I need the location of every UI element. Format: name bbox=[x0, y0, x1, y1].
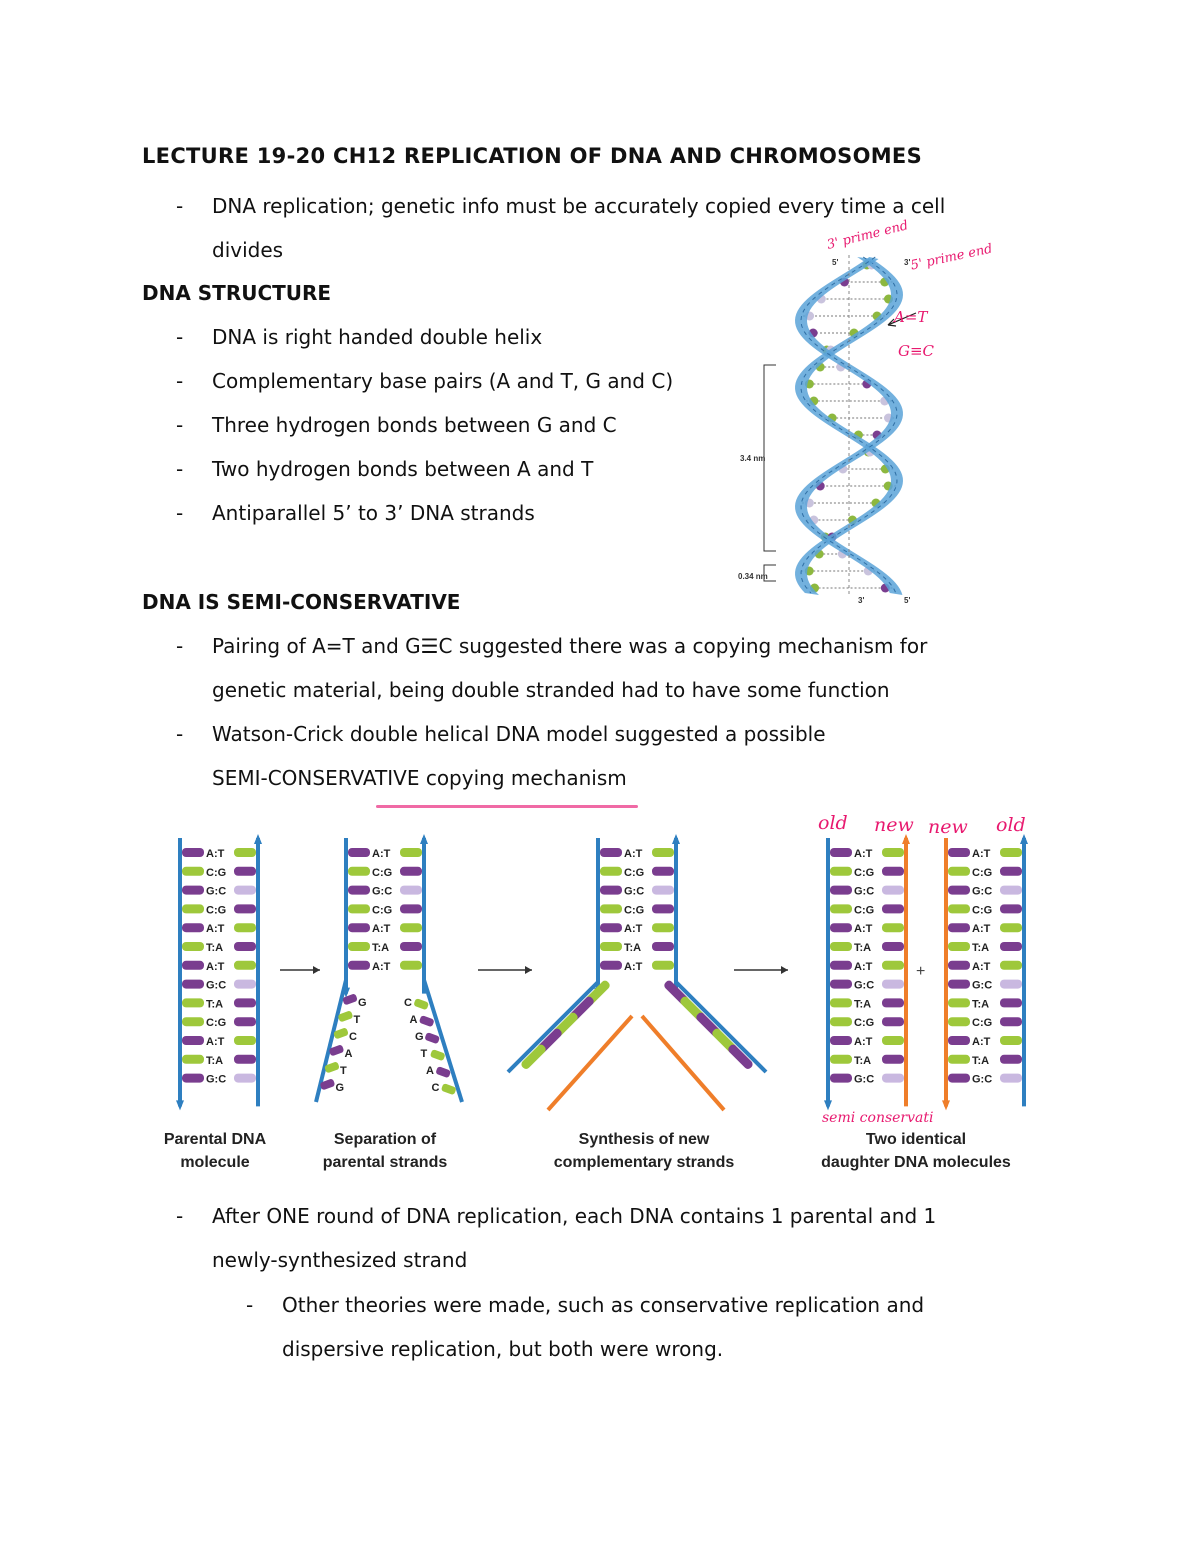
base-pair bbox=[830, 886, 904, 898]
base-label: C bbox=[404, 997, 412, 1009]
base-pair-label: G:C bbox=[206, 1073, 227, 1086]
base-pair-label: G:C bbox=[206, 885, 227, 898]
text-line: dispersive replication, but both were wrong. bbox=[282, 1337, 724, 1361]
base-pair-label: C:G bbox=[624, 866, 645, 879]
base-pair-label: G:C bbox=[854, 1073, 875, 1086]
base-label: G bbox=[415, 1031, 424, 1043]
bullet-dash: - bbox=[176, 457, 184, 481]
base-pair-label: G:C bbox=[206, 979, 227, 992]
base-pair-label: A:T bbox=[206, 960, 225, 973]
base-pair-label: A:T bbox=[624, 960, 643, 973]
base-pair bbox=[813, 295, 896, 304]
base-pair-label: A:T bbox=[624, 923, 643, 936]
base-pair-label: A:T bbox=[206, 848, 225, 860]
bullet-dash: - bbox=[176, 369, 184, 393]
base-pair bbox=[830, 1055, 904, 1067]
base-pair bbox=[830, 904, 904, 916]
highlight-underline bbox=[376, 805, 638, 808]
text-line: newly-synthesized strand bbox=[212, 1248, 468, 1272]
base-pair bbox=[948, 998, 1022, 1010]
base-pair bbox=[830, 1017, 904, 1029]
base-pair-label: C:G bbox=[372, 904, 393, 917]
base-pair bbox=[600, 942, 674, 954]
base-pair bbox=[801, 380, 874, 389]
pitch-bracket bbox=[764, 365, 776, 551]
base-pair-label: G:C bbox=[854, 885, 875, 898]
list-item-text: Antiparallel 5’ to 3’ DNA strands bbox=[212, 501, 535, 525]
base-pair bbox=[182, 867, 256, 879]
base-pair bbox=[948, 886, 1022, 898]
base-pair bbox=[824, 414, 896, 423]
base-pair bbox=[812, 482, 896, 491]
base-pair-label: T:A bbox=[206, 942, 224, 954]
base-pair bbox=[948, 848, 1022, 860]
base-pair-label: G:C bbox=[854, 979, 875, 992]
handwritten-semi-conservative: semi conservati bbox=[822, 1110, 934, 1126]
base-pair-label: T:A bbox=[972, 942, 990, 954]
base-pair-label: A:T bbox=[972, 960, 991, 973]
base-pair bbox=[948, 1055, 1022, 1067]
base-pair-label: A:T bbox=[206, 1036, 225, 1048]
base-pair bbox=[600, 886, 674, 898]
base-pair-label: C:G bbox=[854, 1017, 875, 1030]
base-pair-label: A:T bbox=[972, 848, 991, 860]
list-item-text: DNA is right handed double helix bbox=[212, 325, 543, 349]
base-pair bbox=[830, 848, 904, 860]
replication-diagrams bbox=[176, 834, 1028, 1110]
base-pair-label: T:A bbox=[854, 998, 872, 1011]
base-pair-label: G:C bbox=[972, 979, 993, 992]
base-pair-label: G:C bbox=[372, 885, 393, 898]
base-pair bbox=[830, 923, 904, 935]
caption-line: parental strands bbox=[322, 1154, 448, 1171]
dna-helix-figure bbox=[736, 225, 966, 610]
base-pair bbox=[801, 499, 884, 508]
handwritten-old-left: old bbox=[818, 812, 848, 834]
base-pair bbox=[348, 923, 422, 935]
base-pair bbox=[948, 961, 1022, 973]
list-item-text: Complementary base pairs (A and T, G and C) bbox=[212, 369, 674, 393]
handwritten-three-prime: 3' prime end bbox=[825, 218, 910, 253]
list-item-text: Three hydrogen bonds between G and C bbox=[212, 413, 617, 437]
base-pair-label: C:G bbox=[206, 866, 227, 879]
base-label: T bbox=[340, 1065, 347, 1077]
bullet-dash: - bbox=[176, 413, 184, 437]
handwritten-new-right: new bbox=[928, 816, 968, 838]
base-pair bbox=[348, 904, 422, 916]
base-pair bbox=[948, 1074, 1022, 1086]
caption-separation bbox=[300, 1128, 470, 1174]
caption-parental bbox=[140, 1128, 290, 1174]
bullet-dash: - bbox=[176, 1204, 184, 1228]
text-line: genetic material, being double stranded had to have some function bbox=[212, 678, 890, 702]
base-pair-label: A:T bbox=[854, 960, 873, 973]
caption-synthesis bbox=[524, 1128, 764, 1174]
base-pair-label: G:C bbox=[972, 1073, 993, 1086]
base-pair bbox=[830, 1074, 904, 1086]
base-pair bbox=[830, 961, 904, 973]
base-pair-label: C:G bbox=[972, 1017, 993, 1030]
base-pair-label: C:G bbox=[624, 904, 645, 917]
base-pair bbox=[348, 848, 422, 860]
base-pair-label: T:A bbox=[206, 1054, 224, 1067]
caption-line: Separation of bbox=[333, 1131, 437, 1148]
base-pair-label: C:G bbox=[206, 904, 227, 917]
handwritten-gc-pair: G≡C bbox=[898, 342, 935, 360]
bullet-dash: - bbox=[176, 501, 184, 525]
base-label: A bbox=[426, 1065, 434, 1077]
plus-sign: + bbox=[916, 963, 926, 980]
base-pair-label: A:T bbox=[372, 923, 391, 936]
base-pair bbox=[348, 886, 422, 898]
text-line: Pairing of A=T and G☰C suggested there was a copying mechanism for bbox=[212, 634, 928, 658]
base-pair-label: C:G bbox=[372, 866, 393, 879]
text-line: Watson-Crick double helical DNA model suggested a possible bbox=[212, 722, 826, 746]
parental-dna bbox=[176, 834, 262, 1110]
base-pair bbox=[948, 904, 1022, 916]
base-pair-label: A:T bbox=[854, 923, 873, 936]
caption-daughters bbox=[796, 1128, 1036, 1174]
bullet-dash: - bbox=[176, 325, 184, 349]
list-item-text bbox=[212, 712, 826, 800]
base-pair bbox=[182, 1055, 256, 1067]
base-pair bbox=[600, 867, 674, 879]
replication-figure bbox=[140, 810, 1060, 1130]
bottom-left-end-label: 3' bbox=[858, 596, 865, 605]
base-pair bbox=[182, 923, 256, 935]
heading-semi-conservative: DNA IS SEMI-CONSERVATIVE bbox=[142, 590, 461, 614]
base-pair-label: T:A bbox=[372, 942, 390, 954]
bottom-right-end-label: 5' bbox=[904, 596, 911, 605]
base-pair-label: G:C bbox=[624, 885, 645, 898]
base-pair bbox=[182, 998, 256, 1010]
caption-line: molecule bbox=[180, 1154, 250, 1171]
base-pair bbox=[830, 998, 904, 1010]
base-pair bbox=[948, 1036, 1022, 1048]
base-pair bbox=[807, 584, 894, 593]
base-pair-label: G:C bbox=[972, 885, 993, 898]
list-item-text bbox=[282, 1283, 924, 1371]
bullet-dash: - bbox=[176, 634, 184, 658]
base-pair bbox=[802, 312, 885, 321]
base-pair bbox=[948, 1017, 1022, 1029]
page-title: LECTURE 19-20 CH12 REPLICATION OF DNA AND CHROMOSOMES bbox=[142, 144, 922, 168]
list-item-text: Two hydrogen bonds between A and T bbox=[212, 457, 594, 481]
base-pair bbox=[348, 867, 422, 879]
base-label: T bbox=[420, 1048, 428, 1060]
base-pair bbox=[182, 1017, 256, 1029]
rise-label: 0.34 nm bbox=[738, 572, 768, 581]
separated-arms bbox=[316, 980, 462, 1102]
base-label: C bbox=[349, 1031, 357, 1043]
base-pair-label: A:T bbox=[972, 1036, 991, 1048]
base-label: A bbox=[344, 1048, 353, 1060]
base-pair-label: A:T bbox=[372, 848, 391, 860]
base-pair-label: T:A bbox=[624, 942, 642, 954]
base-pair-label: C:G bbox=[854, 904, 875, 917]
base-label: G bbox=[358, 997, 367, 1009]
replication-fork bbox=[594, 834, 680, 998]
base-pair bbox=[830, 1036, 904, 1048]
base-pair-label: T:A bbox=[854, 942, 872, 954]
heading-dna-structure: DNA STRUCTURE bbox=[142, 281, 332, 305]
base-pair bbox=[801, 567, 876, 576]
base-pair bbox=[182, 886, 256, 898]
base-pair-label: T:A bbox=[972, 1054, 990, 1067]
handwritten-at-pair: A=T bbox=[894, 308, 928, 326]
text-line: Other theories were made, such as conservative replication and bbox=[282, 1293, 925, 1317]
base-pair bbox=[182, 1074, 256, 1086]
list-item-text bbox=[212, 1194, 936, 1282]
base-pair-label: A:T bbox=[624, 848, 643, 860]
base-pair bbox=[348, 961, 422, 973]
base-pair-label: A:T bbox=[372, 960, 391, 973]
base-pair bbox=[600, 848, 674, 860]
process-arrow bbox=[280, 966, 320, 974]
base-label: A bbox=[409, 1014, 418, 1026]
text-line: After ONE round of DNA replication, each DNA contains 1 parental and 1 bbox=[212, 1204, 937, 1228]
base-pair bbox=[948, 867, 1022, 879]
base-pair bbox=[830, 980, 904, 992]
base-pair bbox=[182, 1036, 256, 1048]
base-pair-label: T:A bbox=[854, 1054, 872, 1067]
base-pair-label: A:T bbox=[206, 923, 225, 936]
base-pair bbox=[830, 942, 904, 954]
top-right-end-label: 3' bbox=[904, 258, 911, 267]
text-line: SEMI-CONSERVATIVE copying mechanism bbox=[212, 766, 627, 790]
base-pair bbox=[182, 848, 256, 860]
caption-line: Two identical bbox=[865, 1131, 967, 1148]
fork-arms bbox=[508, 979, 766, 1110]
pitch-label: 3.4 nm bbox=[740, 454, 766, 463]
handwritten-old-right: old bbox=[996, 814, 1026, 836]
base-pair bbox=[182, 942, 256, 954]
daughter-dna-left bbox=[824, 834, 910, 1110]
list-item-text bbox=[212, 624, 927, 712]
base-pair bbox=[948, 980, 1022, 992]
base-pair bbox=[348, 942, 422, 954]
base-pair-label: T:A bbox=[972, 998, 990, 1011]
base-pair bbox=[600, 904, 674, 916]
base-pair bbox=[182, 961, 256, 973]
base-pair-label: A:T bbox=[854, 848, 873, 860]
caption-line: complementary strands bbox=[553, 1154, 735, 1171]
base-pair-label: C:G bbox=[854, 866, 875, 879]
base-pair-label: T:A bbox=[206, 998, 224, 1011]
base-pair bbox=[600, 961, 674, 973]
base-pair bbox=[600, 923, 674, 935]
caption-line: Parental DNA bbox=[163, 1131, 267, 1148]
handwritten-five-prime: 5' prime end bbox=[909, 241, 994, 274]
bullet-dash: - bbox=[176, 194, 184, 218]
caption-line: Synthesis of new bbox=[578, 1131, 710, 1148]
intro-line-1: DNA replication; genetic info must be accurately copied every time a cell bbox=[212, 194, 946, 218]
base-pair bbox=[948, 923, 1022, 935]
base-pair bbox=[182, 904, 256, 916]
intro-line-2: divides bbox=[212, 238, 284, 262]
top-left-end-label: 5' bbox=[832, 258, 839, 267]
base-pair bbox=[182, 980, 256, 992]
base-pair bbox=[830, 867, 904, 879]
bullet-dash: - bbox=[246, 1293, 254, 1317]
process-arrow bbox=[734, 966, 788, 974]
daughter-dna-right bbox=[942, 834, 1028, 1110]
base-pair bbox=[948, 942, 1022, 954]
base-pair-label: C:G bbox=[972, 866, 993, 879]
base-pair-label: C:G bbox=[206, 1017, 227, 1030]
base-label: T bbox=[353, 1014, 361, 1026]
handwritten-new-left: new bbox=[874, 814, 914, 836]
caption-line: daughter DNA molecules bbox=[821, 1154, 1011, 1171]
separating-dna bbox=[342, 834, 428, 998]
bullet-dash: - bbox=[176, 722, 184, 746]
process-arrow bbox=[478, 966, 532, 974]
base-label: G bbox=[335, 1082, 345, 1094]
base-pair-label: A:T bbox=[972, 923, 991, 936]
base-label: C bbox=[431, 1082, 440, 1094]
base-pair-label: A:T bbox=[854, 1036, 873, 1048]
base-pair-label: C:G bbox=[972, 904, 993, 917]
